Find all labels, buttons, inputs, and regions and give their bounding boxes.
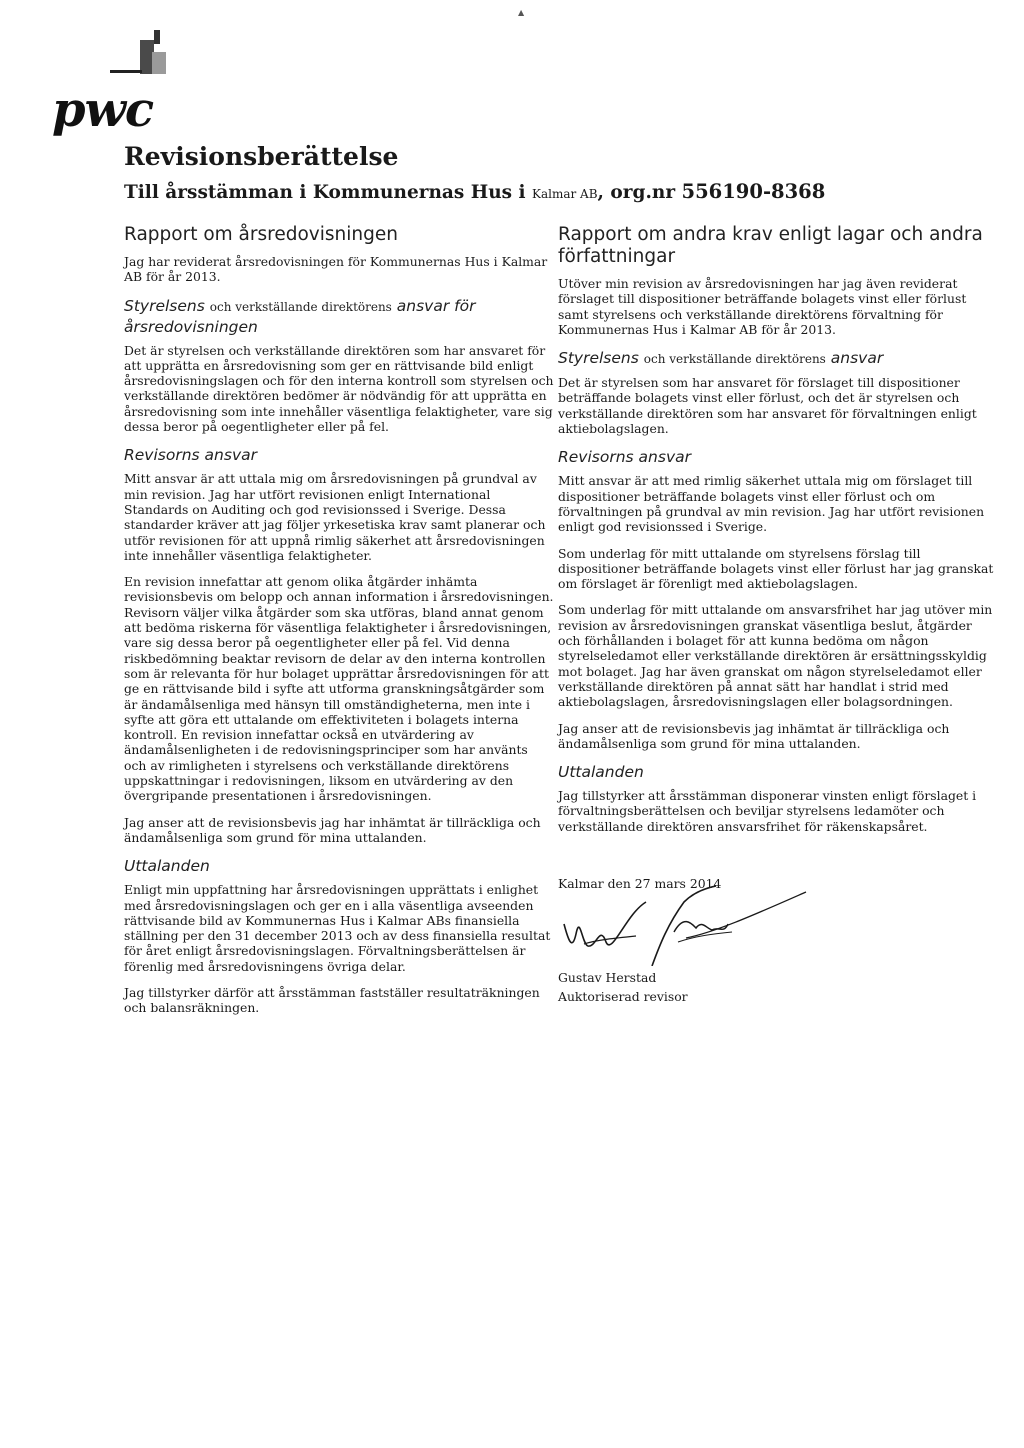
subheading-part: och verkställande direktörens: [643, 352, 826, 367]
subheading-part: ansvar för årsredovisningen: [124, 296, 476, 336]
pwc-wordmark: pwc: [52, 82, 154, 138]
paragraph: Mitt ansvar är att uttala mig om årsredovisningen på grundval av min revision. Jag har utfört revisionen enligt International Standards on Auditing och god revisionssed i Sverige. Dessa standarder kräver att jag följer yrkesetiska krav samt planerar och utför revisionen för att uppnå rimlig säkerhet att årsredovisningen inte innehåller väsentliga felaktigheter.: [124, 471, 546, 563]
paragraph: En revision innefattar att genom olika åtgärder inhämta revisionsbevis om belopp och annan information i årsredovisningen. Revisorn väljer vilka åtgärder som ska utföras, bland annat genom att bedöma riskerna för väsentliga felaktigheter i årsredovisningen, vare sig dessa beror på oegentligheter eller på fel. Vid denna riskbedömning beaktar revisorn de delar av den interna kontrollen som är relevanta för hur bolaget upprättar årsredovisningen för att ge en rättvisande bild i syfte att utforma granskningsåtgärder som är ändamålsenliga med hänsyn till omständigheterna, men inte i syfte att göra ett uttalande om effektiviteten i bolagets interna kontroll. En revision innefattar också en utvärdering av ändamålsenligheten i de redovisningsprinciper som har använts och av rimligheten i styrelsens och verkställande direktörens uppskattningar i redovisningen, liksom en utvärdering av den övergripande presentationen i årsredovisningen.: [124, 574, 554, 804]
subheading-board-responsibility: [124, 296, 554, 337]
subheading-opinions: Uttalanden: [558, 763, 644, 782]
pwc-logo: [52, 30, 192, 138]
handwritten-signature: [556, 884, 816, 966]
paragraph: Jag tillstyrker därför att årsstämman fastställer resultaträkningen och balansräkningen.: [124, 984, 540, 1016]
paragraph: Utöver min revision av årsredovisningen har jag även reviderat förslaget till dispositioner beträffande bolagets vinst eller förlust samt styrelsens och verkställande direktörens förvaltning för Kommunernas Hus i Kalmar AB för år 2013.: [558, 276, 967, 337]
paragraph: Som underlag för mitt uttalande om styrelsens förslag till dispositioner beträffande bolagets vinst eller förlust har jag granskat om förslaget är förenligt med aktiebolagslagen.: [558, 545, 994, 592]
subtitle-org-label: , org.nr: [597, 182, 682, 203]
signatory-role: Auktoriserad revisor: [558, 989, 688, 1004]
subheading-opinions: Uttalanden: [124, 857, 210, 876]
subheading-part: ansvar: [830, 349, 884, 368]
paragraph: Det är styrelsen som har ansvaret för förslaget till dispositioner beträffande bolagets vinst eller förlust, och det är styrelsen och verkställande direktören som har ansvaret för förvaltningen enligt aktiebolagslagen.: [558, 375, 977, 437]
subheading-auditor-responsibility: Revisorns ansvar: [558, 448, 691, 467]
section-heading-annual-report: Rapport om årsredovisningen: [124, 224, 398, 245]
subtitle-org-number: 556190-8368: [681, 180, 826, 203]
signature-place-date: Kalmar den 27 mars 2014: [558, 876, 722, 891]
subheading-board-responsibility: [558, 348, 998, 369]
subheading-part: och verkställande direktörens: [209, 299, 392, 314]
subheading-part: Styrelsens: [124, 296, 205, 315]
subheading-part: Styrelsens: [558, 349, 639, 368]
paragraph: Jag anser att de revisionsbevis jag har inhämtat är tillräckliga och ändamålsenliga som grund för mina uttalanden.: [124, 814, 541, 845]
left-column: [124, 224, 554, 1027]
paragraph: Mitt ansvar är att med rimlig säkerhet uttala mig om förslaget till dispositioner beträffande bolagets vinst eller förlust och om förvaltningen på grundval av min revision. Jag har utfört revisionen enligt god revisionssed i Sverige.: [558, 473, 985, 535]
pwc-logo-mark-icon: [110, 30, 180, 80]
paragraph: Det är styrelsen och verkställande direktören som har ansvaret för att upprätta en årsredovisning som ger en rättvisande bild enligt årsredovisningslagen och för den interna kontroll som styrelsen och verkställande direktören bedömer är nödvändig för att upprätta en årsredovisning som inte innehåller väsentliga felaktigheter, vare sig dessa beror på oegentligheter eller på fel.: [124, 342, 554, 435]
paragraph: Som underlag för mitt uttalande om ansvarsfrihet har jag utöver min revision av årsredovisningen granskat väsentliga beslut, åtgärder och förhållanden i bolaget för att kunna bedöma om någon styrelseledamot eller verkställande direktören är ersättningsskyldig mot bolaget. Jag har även granskat om någon styrelseledamot eller verkställande direktören på annat sätt har handlat i strid med aktiebolagslagen, årsredovisningslagen eller bolagsordningen.: [558, 602, 993, 710]
paragraph: Jag tillstyrker att årsstämman disponerar vinsten enligt förslaget i förvaltningsberättelsen och beviljar styrelsens ledamöter och verkställande direktören ansvarsfrihet för räkenskapsåret.: [558, 788, 977, 834]
right-column: [558, 224, 998, 845]
paragraph: Jag anser att de revisionsbevis jag inhämtat är tillräckliga och ändamålsenliga som grund för mina uttalanden.: [558, 720, 950, 751]
signatory: [558, 968, 688, 1006]
page-subtitle: [124, 180, 825, 203]
paragraph: Enligt min uppfattning har årsredovisningen upprättats i enlighet med årsredovisningslagen och ger en i alla väsentliga avseenden rättvisande bild av Kommunernas Hus i Kalmar ABs finansiella ställning per den 31 december 2013 och av dess finansiella resultat för året enligt årsredovisningslagen. Förvaltningsberättelsen är förenlig med årsredovisningens övriga delar.: [124, 882, 551, 974]
section-heading-other-requirements: Rapport om andra krav enligt lagar och andra författningar: [558, 224, 983, 267]
subtitle-text: Till årsstämman i Kommunernas Hus i: [124, 182, 533, 203]
paragraph: Jag har reviderat årsredovisningen för Kommunernas Hus i Kalmar AB för år 2013.: [124, 254, 548, 285]
subtitle-company: Kalmar AB: [532, 187, 598, 201]
subheading-auditor-responsibility: Revisorns ansvar: [124, 446, 257, 465]
signatory-name: Gustav Herstad: [558, 970, 657, 985]
page-title: Revisionsberättelse: [124, 142, 399, 171]
scan-mark: ▲: [518, 8, 525, 17]
